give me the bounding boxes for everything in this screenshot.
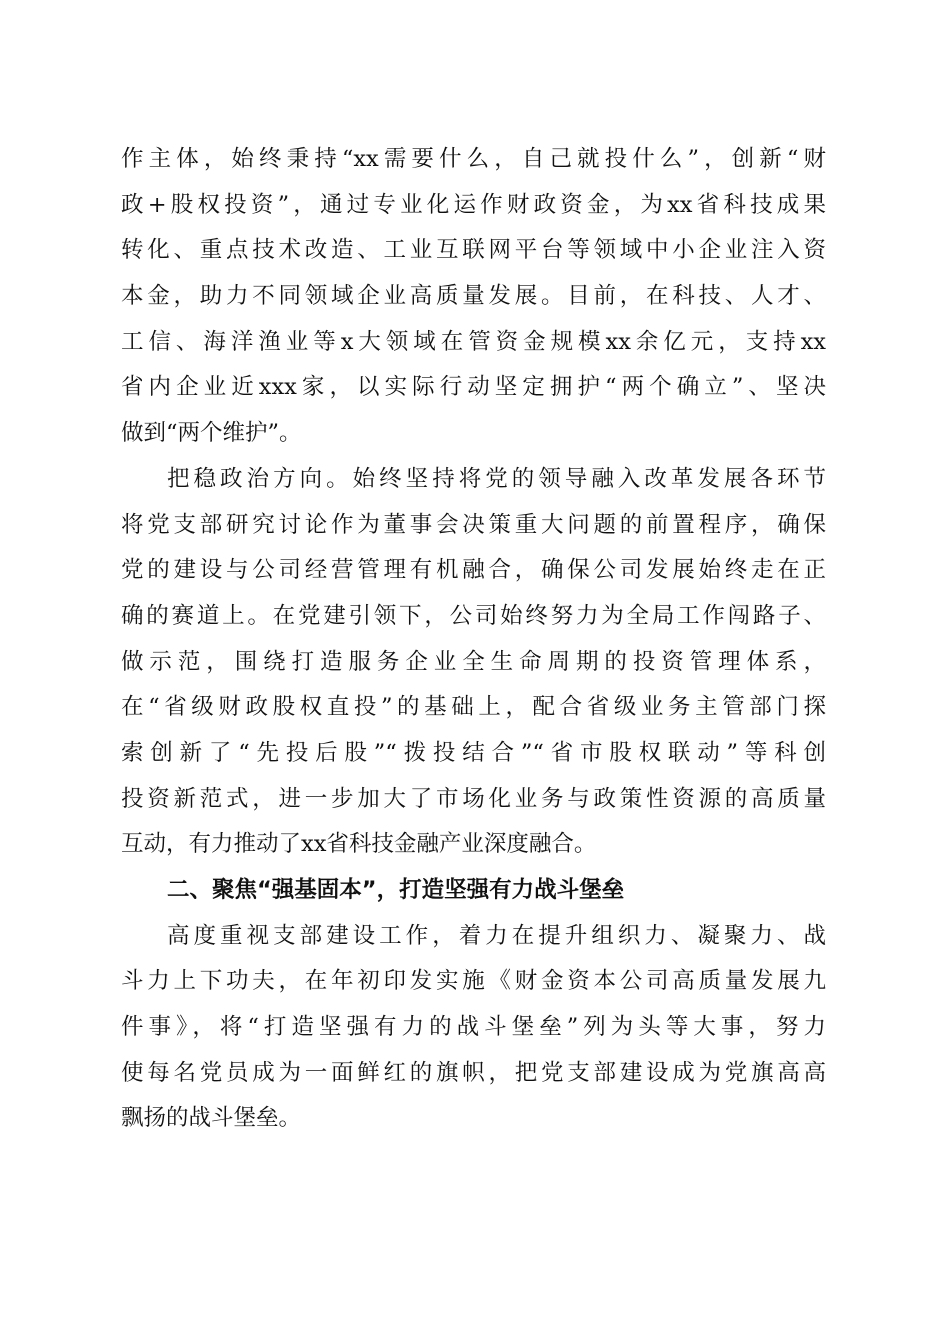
paragraph-3-line-4: 使每名党员成为一面鲜红的旗帜，把党支部建设成为党旗高高	[121, 1059, 826, 1086]
paragraph-1-line-2: 政+股权投资”，通过专业化运作财政资金，为xx省科技成果	[121, 191, 826, 218]
paragraph-2-line-5: 做示范，围绕打造服务企业全生命周期的投资管理体系，	[121, 648, 826, 675]
paragraph-2-line-2: 将党支部研究讨论作为董事会决策重大问题的前置程序，确保	[121, 511, 826, 538]
section-heading: 二、聚焦“强基固本”，打造坚强有力战斗堡垒	[167, 877, 625, 903]
paragraph-2-line-3: 党的建设与公司经营管理有机融合，确保公司发展始终走在正	[121, 557, 826, 584]
paragraph-3-line-2: 斗力上下功夫，在年初印发实施《财金资本公司高质量发展九	[121, 968, 826, 995]
paragraph-2-line-7: 索创新了“先投后股”“拨投结合”“省市股权联动”等科创	[121, 739, 826, 766]
document-body	[121, 137, 826, 1142]
paragraph-2-line-1: 把稳政治方向。始终坚持将党的领导融入改革发展各环节	[167, 465, 826, 492]
paragraph-2-line-9: 互动，有力推动了xx省科技金融产业深度融合。	[121, 831, 597, 858]
paragraph-2-line-6: 在“省级财政股权直投”的基础上，配合省级业务主管部门探	[121, 694, 826, 721]
paragraph-1-line-4: 本金，助力不同领域企业高质量发展。目前，在科技、人才、	[121, 283, 826, 310]
paragraph-3-line-5: 飘扬的战斗堡垒。	[121, 1105, 302, 1132]
paragraph-1-line-7: 做到“两个维护”。	[121, 420, 302, 447]
paragraph-1-line-6: 省内企业近xxx家，以实际行动坚定拥护“两个确立”、坚决	[121, 374, 826, 401]
paragraph-3-line-1: 高度重视支部建设工作，着力在提升组织力、凝聚力、战	[167, 922, 826, 949]
paragraph-2-line-8: 投资新范式，进一步加大了市场化业务与政策性资源的高质量	[121, 785, 826, 812]
paragraph-1-line-1: 作主体，始终秉持“xx需要什么，自己就投什么”，创新“财	[121, 146, 826, 172]
paragraph-1-line-3: 转化、重点技术改造、工业互联网平台等领域中小企业注入资	[121, 237, 826, 264]
paragraph-3-line-3: 件事》，将“打造坚强有力的战斗堡垒”列为头等大事，努力	[121, 1014, 826, 1041]
paragraph-1-line-5: 工信、海洋渔业等x大领域在管资金规模xx余亿元，支持xx	[121, 328, 826, 355]
paragraph-2-line-4: 确的赛道上。在党建引领下，公司始终努力为全局工作闯路子、	[121, 602, 826, 629]
